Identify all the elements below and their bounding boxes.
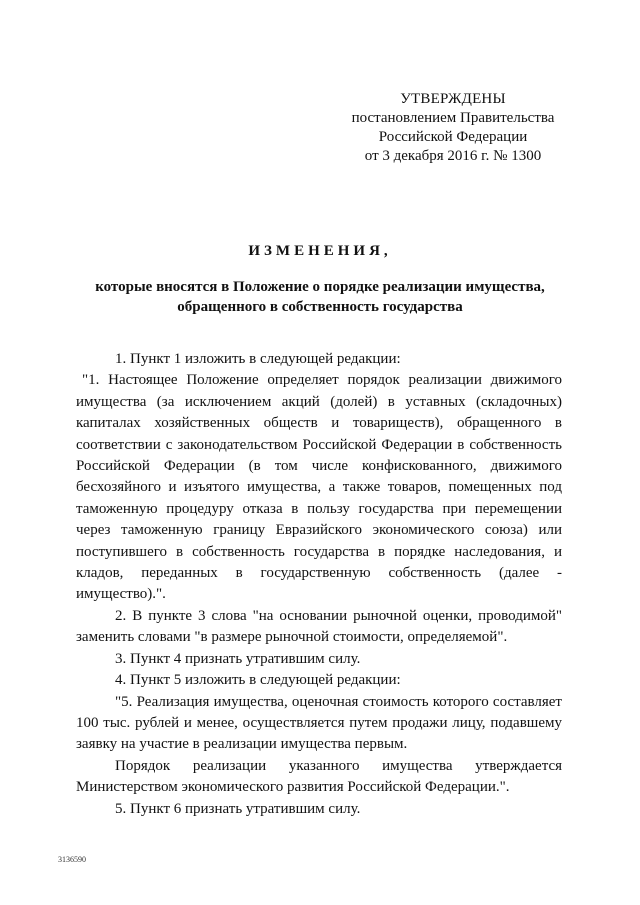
- paragraph-item-1: 1. Пункт 1 изложить в следующей редакции:: [115, 351, 401, 367]
- approved-heading: УТВЕРЖДЕНЫ: [400, 91, 506, 107]
- paragraph-item-1-text: "1. Настоящее Положение определяет порядок реализации движимого имущества (за исключением акций (долей) в уставных (складочных) капиталах хозяйственных обществ и товариществ), обращенного в соответствии с законодательством Российской Федерации в собственность Российской Федерации (в том числе конфискованного, движимого бесхозяйного и изъятого имущества, а также товаров, помещенных под таможенную процедуру отказа в пользу государства при перемещении через таможенную границу Евразийского экономического союза) или поступившего в собственность государства в порядке наследования, и кладов, переданных в государственную собственность (далее - имущество).".: [76, 372, 562, 603]
- subtitle-line-2: обращенного в собственность государства: [177, 299, 463, 315]
- approval-line-federation: Российской Федерации: [378, 129, 528, 145]
- approval-line-date-number: от 3 декабря 2016 г. № 1300: [364, 148, 542, 164]
- document-subtitle: [80, 277, 560, 317]
- paragraph-item-2: 2. В пункте 3 слова "на основании рыночной оценки, проводимой" заменить словами "в размере рыночной стоимости, определяемой".: [76, 607, 562, 646]
- subtitle-line-1: которые вносятся в Положение о порядке реализации имущества,: [95, 279, 545, 295]
- paragraph-item-4: 4. Пункт 5 изложить в следующей редакции:: [115, 672, 401, 689]
- paragraph-item-4-procedure: Порядок реализации указанного имущества утверждается Министерством экономического развития Российской Федерации.".: [76, 757, 562, 796]
- document-code: 3136590: [58, 855, 86, 864]
- paragraph-item-5: 5. Пункт 6 признать утратившим силу.: [115, 800, 361, 817]
- document-title: ИЗМЕНЕНИЯ,: [248, 243, 392, 259]
- approval-stamp: [328, 90, 578, 166]
- paragraph-item-4-text: "5. Реализация имущества, оценочная стоимость которого составляет 100 тыс. рублей и менее, осуществляется путем продажи лицу, подавшему заявку на участие в реализации имущества первым.: [76, 693, 562, 753]
- paragraph-item-3: 3. Пункт 4 признать утратившим силу.: [115, 650, 361, 667]
- document-body: [76, 349, 562, 820]
- approval-line-decree: постановлением Правительства: [351, 110, 555, 126]
